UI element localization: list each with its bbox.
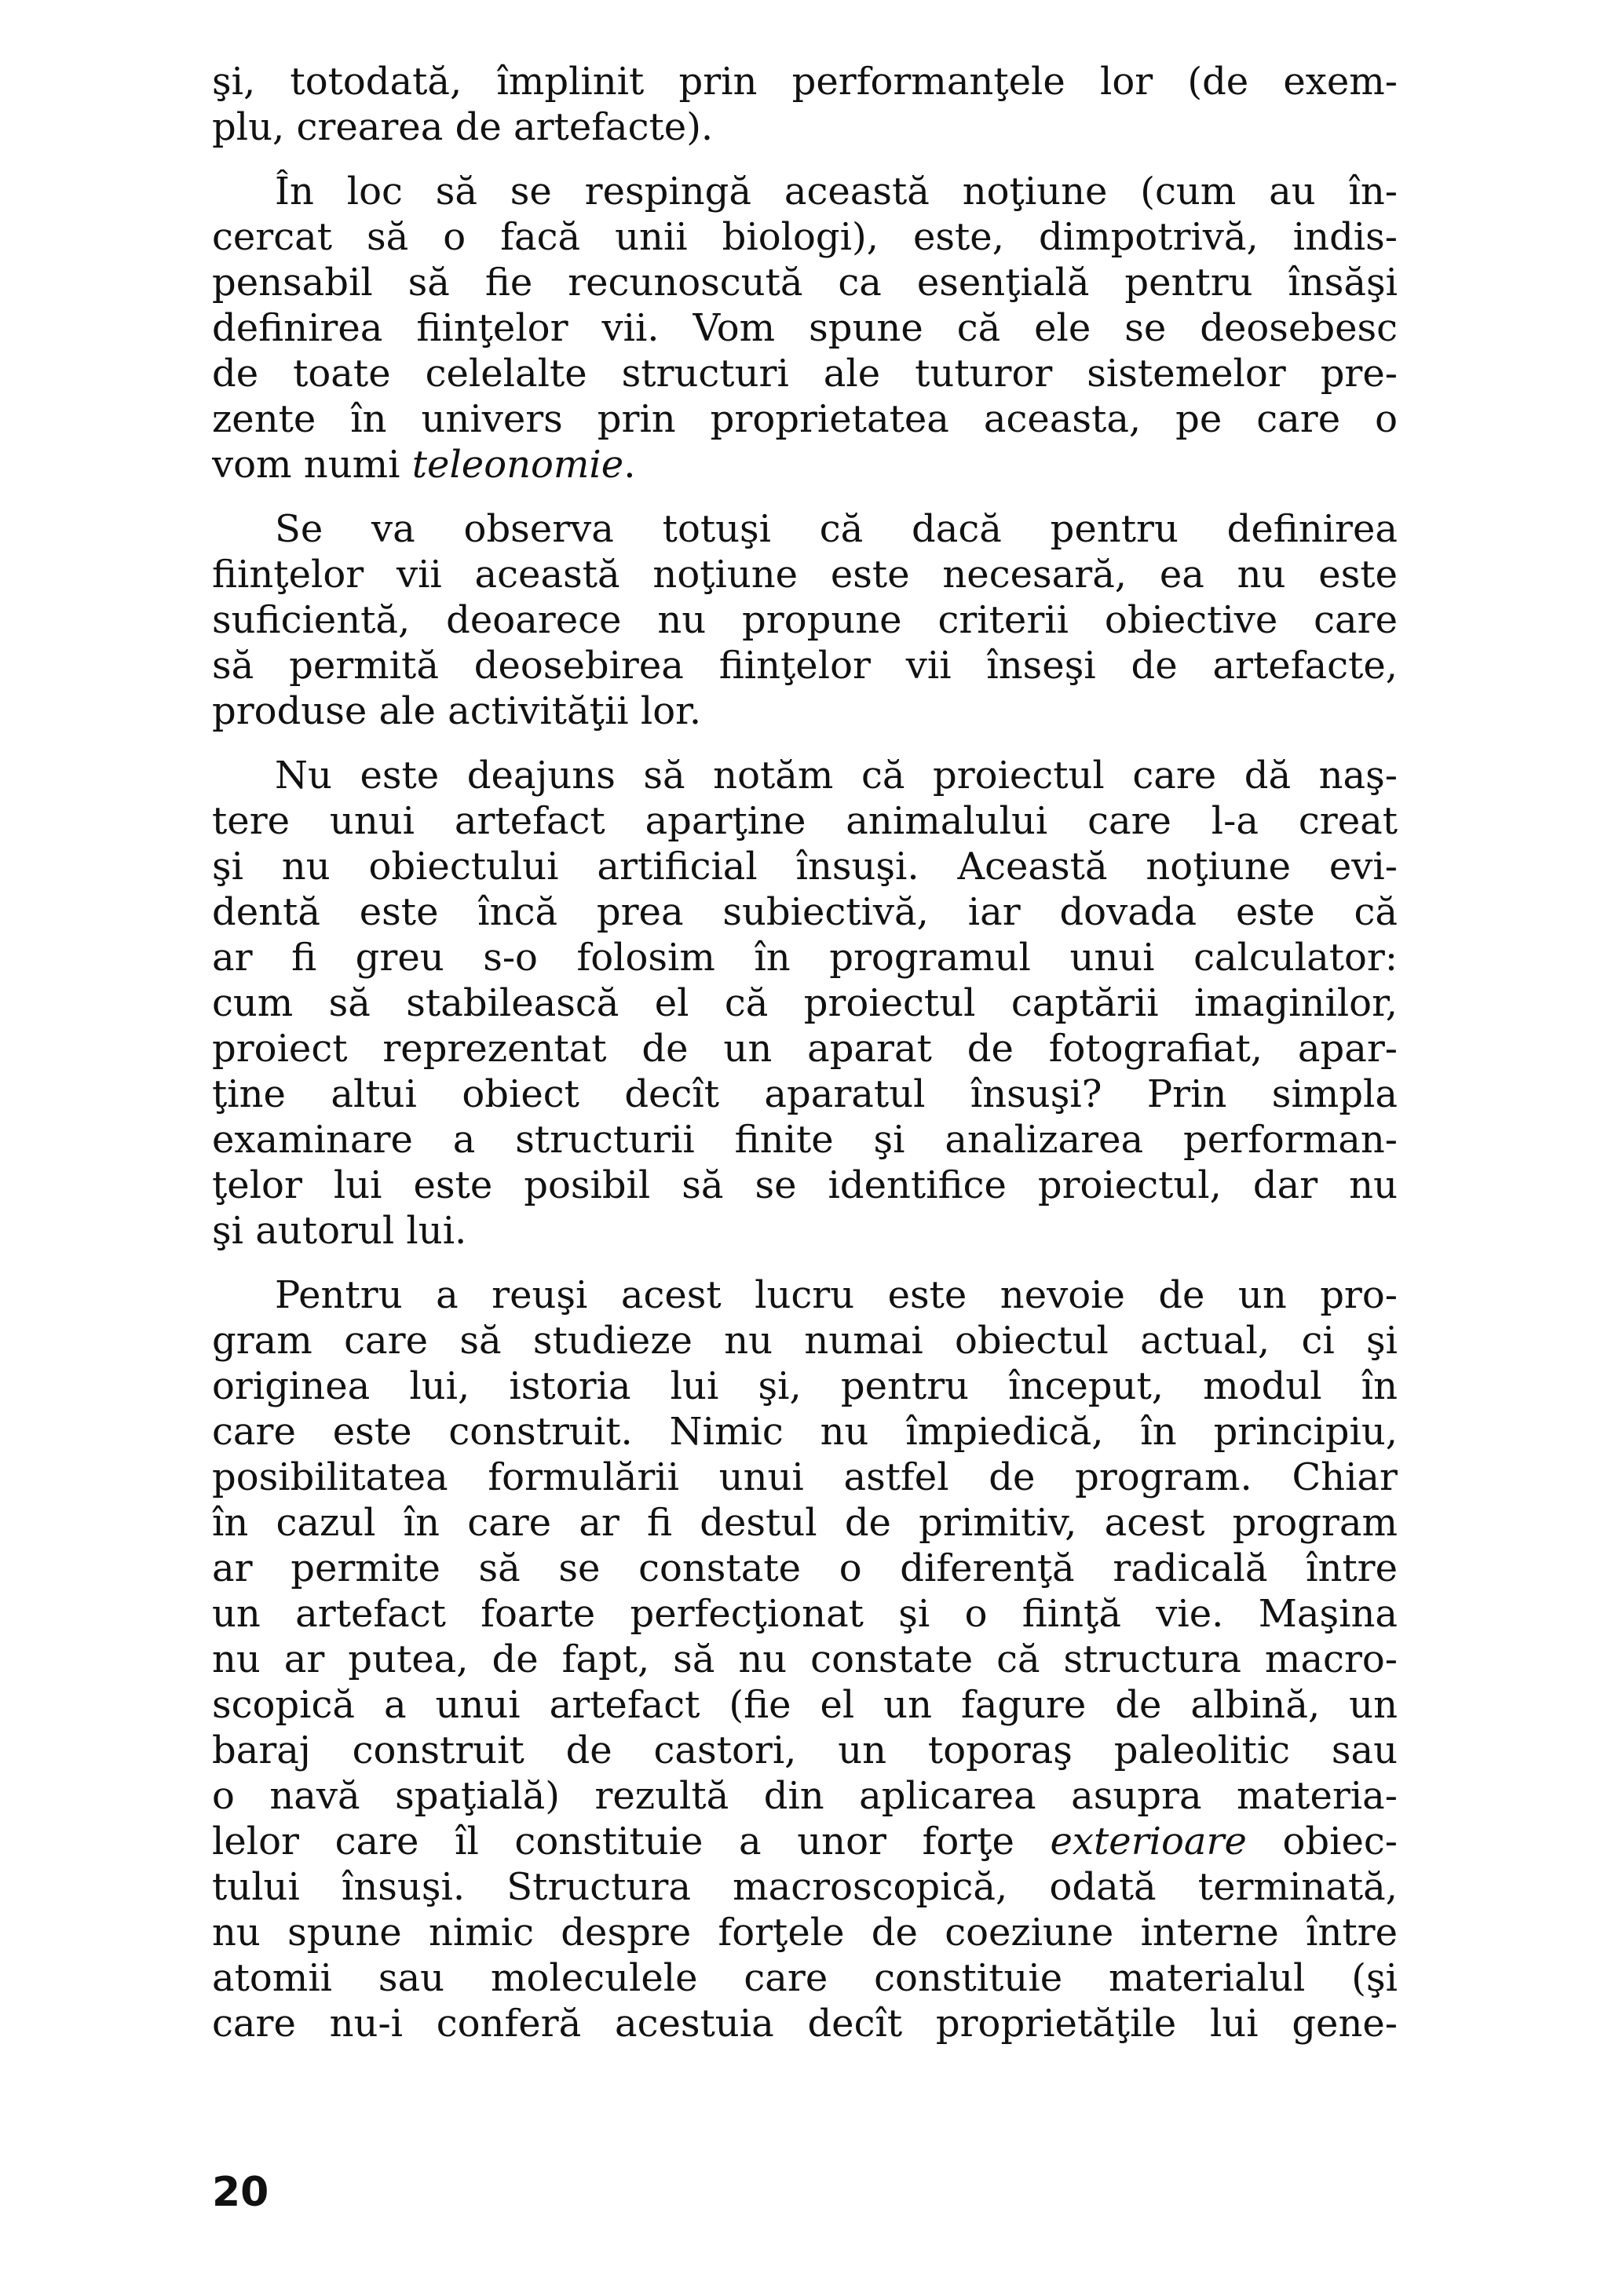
text-line: plu, crearea de artefacte). <box>212 105 714 149</box>
text-line: şi autorul lui. <box>212 1209 467 1253</box>
text-line: de toate celelalte structuri ale tuturor sistemelor pre- <box>212 352 1398 396</box>
text-line: o navă spaţială) rezultă din aplicarea asupra materia- <box>212 1774 1398 1818</box>
text-line: ţelor lui este posibil să se identifice proiectul, dar nu <box>212 1163 1398 1207</box>
text-line: cercat să o facă unii biologi), este, dimpotrivă, indis- <box>212 215 1398 259</box>
text-line: fiinţelor vii această noţiune este necesară, ea nu este <box>212 553 1398 597</box>
text-line: În loc să se respingă această noţiune (cum au în- <box>275 170 1398 214</box>
text-line: gram care să studieze nu numai obiectul actual, ci şi <box>212 1319 1398 1363</box>
text-line: tere unui artefact aparţine animalului care l-a creat <box>212 799 1398 843</box>
paragraph-4 <box>212 753 1398 1254</box>
paragraph-1 <box>212 59 1398 150</box>
text-line: în cazul în care ar fi destul de primitiv, acest program <box>212 1501 1398 1545</box>
text-line: nu spune nimic despre forţele de coeziune interne între <box>212 1911 1398 1955</box>
text-line: examinare a structurii finite şi analizarea performan- <box>212 1118 1398 1162</box>
text-line: cum să stabilească el că proiectul captării imaginilor, <box>212 981 1398 1025</box>
text-line: dentă este încă prea subiectivă, iar dovada este că <box>212 890 1398 934</box>
paragraph-3 <box>212 506 1398 734</box>
paragraph-5 <box>212 1272 1398 2046</box>
text-line: şi, totodată, împlinit prin performanţele lor (de exem- <box>212 60 1398 104</box>
emphasis-word: teleonomie <box>411 443 624 487</box>
text-line: scopică a unui artefact (fie el un fagure de albină, un <box>212 1683 1398 1727</box>
text-line: suficientă, deoarece nu propune criterii obiective care <box>212 598 1398 642</box>
text-line: pensabil să fie recunoscută ca esenţială pentru însăşi <box>212 261 1398 305</box>
text-line: tului însuşi. Structura macroscopică, odată terminată, <box>212 1865 1398 1909</box>
text-line: lelor care îl constituie a unor forţe exterioare obiec- <box>212 1820 1398 1863</box>
text-line: care este construit. Nimic nu împiedică, în principiu, <box>212 1410 1398 1454</box>
text-line: baraj construit de castori, un toporaş paleolitic sau <box>212 1728 1398 1772</box>
text-line: atomii sau moleculele care constituie materialul (şi <box>212 1956 1398 2000</box>
text-line: proiect reprezentat de un aparat de fotografiat, apar- <box>212 1027 1398 1071</box>
text-line: definirea fiinţelor vii. Vom spune că ele se deosebesc <box>212 306 1398 350</box>
paragraph-2 <box>212 169 1398 487</box>
text-line: care nu-i conferă acestuia decît proprietăţile lui gene- <box>212 2002 1398 2046</box>
text-line: produse ale activităţii lor. <box>212 689 702 733</box>
text-line: şi nu obiectului artificial însuşi. Această noţiune evi- <box>212 845 1398 889</box>
text-line: ar fi greu s-o folosim în programul unui calculator: <box>212 936 1398 980</box>
text-line: Nu este deajuns să notăm că proiectul care dă naş- <box>275 754 1398 798</box>
text-line: originea lui, istoria lui şi, pentru început, modul în <box>212 1364 1398 1408</box>
text-line: vom numi teleonomie. <box>212 443 636 487</box>
text-line: zente în univers prin proprietatea aceasta, pe care o <box>212 397 1398 441</box>
book-page <box>212 59 1398 2241</box>
text-line: ar permite să se constate o diferenţă radicală între <box>212 1546 1398 1590</box>
text-line: Se va observa totuşi că dacă pentru definirea <box>275 507 1398 551</box>
emphasis-word: exterioare <box>1050 1820 1247 1863</box>
text-line: să permită deosebirea fiinţelor vii înseşi de artefacte, <box>212 644 1398 688</box>
page-number: 20 <box>212 2169 269 2216</box>
text-line: nu ar putea, de fapt, să nu constate că structura macro- <box>212 1637 1398 1681</box>
text-line: ţine altui obiect decît aparatul însuşi? Prin simpla <box>212 1072 1398 1116</box>
text-line: Pentru a reuşi acest lucru este nevoie de un pro- <box>275 1273 1398 1317</box>
text-line: un artefact foarte perfecţionat şi o fiinţă vie. Maşina <box>212 1592 1398 1636</box>
text-line: posibilitatea formulării unui astfel de program. Chiar <box>212 1455 1398 1499</box>
